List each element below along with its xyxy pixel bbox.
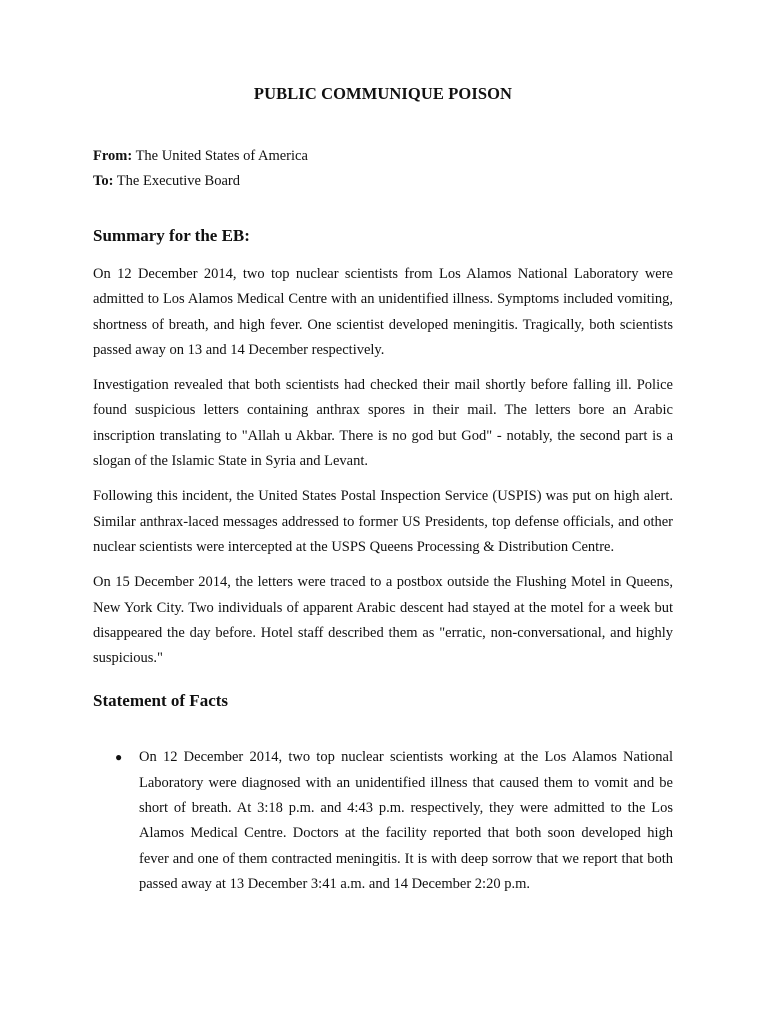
summary-paragraph: Following this incident, the United States Postal Inspection Service (USPIS) was put on high alert. Similar anthrax-laced messages addressed to former US Presidents, top defense officials, and other nuclear scientists were intercepted at the USPS Queens Processing & Distribution Centre. xyxy=(93,488,673,555)
facts-heading: Statement of Facts xyxy=(93,691,229,711)
facts-list xyxy=(93,745,673,897)
summary-heading: Summary for the EB: xyxy=(93,226,250,245)
fact-text: On 12 December 2014, two top nuclear scientists working at the Los Alamos National Laboratory were diagnosed with an unidentified illness that caused them to vomit and be short of breath. At 3:18 p.m. and 4:43 p.m. respectively, they were admitted to the Los Alamos Medical Centre. Doctors at the facility reported that both soon developed high fever and one of them contracted meningitis. It is with deep sorrow that we report that both passed away at 13 December 3:41 a.m. and 14 December 2:20 p.m. xyxy=(139,749,673,892)
bullet-icon: ● xyxy=(115,750,123,765)
summary-paragraph: On 15 December 2014, the letters were traced to a postbox outside the Flushing Motel in Queens, New York City. Two individuals of apparent Arabic descent had stayed at the motel for a week but disappeared the day before. Hotel staff described them as "erratic, non-conversational, and highly suspicious." xyxy=(93,574,673,667)
to-value: The Executive Board xyxy=(116,173,240,189)
from-line xyxy=(93,144,673,169)
summary-paragraph: On 12 December 2014, two top nuclear scientists from Los Alamos National Laboratory were admitted to Los Alamos Medical Centre with an unidentified illness. Symptoms included vomiting, shortness of breath, and high fever. One scientist developed meningitis. Tragically, both scientists passed away on 13 and 14 December respectively. xyxy=(93,266,673,358)
to-label: To: xyxy=(93,173,114,189)
document-title: PUBLIC COMMUNIQUE POISON xyxy=(253,84,513,103)
from-label: From: xyxy=(93,148,133,164)
list-item xyxy=(93,745,673,897)
from-value: The United States of America xyxy=(135,148,308,164)
document-page xyxy=(93,84,673,897)
to-line xyxy=(93,169,673,194)
summary-paragraph: Investigation revealed that both scientists had checked their mail shortly before falling ill. Police found suspicious letters containing anthrax spores in their mail. The letters bore an Arabic inscription translating to "Allah u Akbar. There is no god but God" - notably, the second part is a slogan of the Islamic State in Syria and Levant. xyxy=(93,377,673,470)
